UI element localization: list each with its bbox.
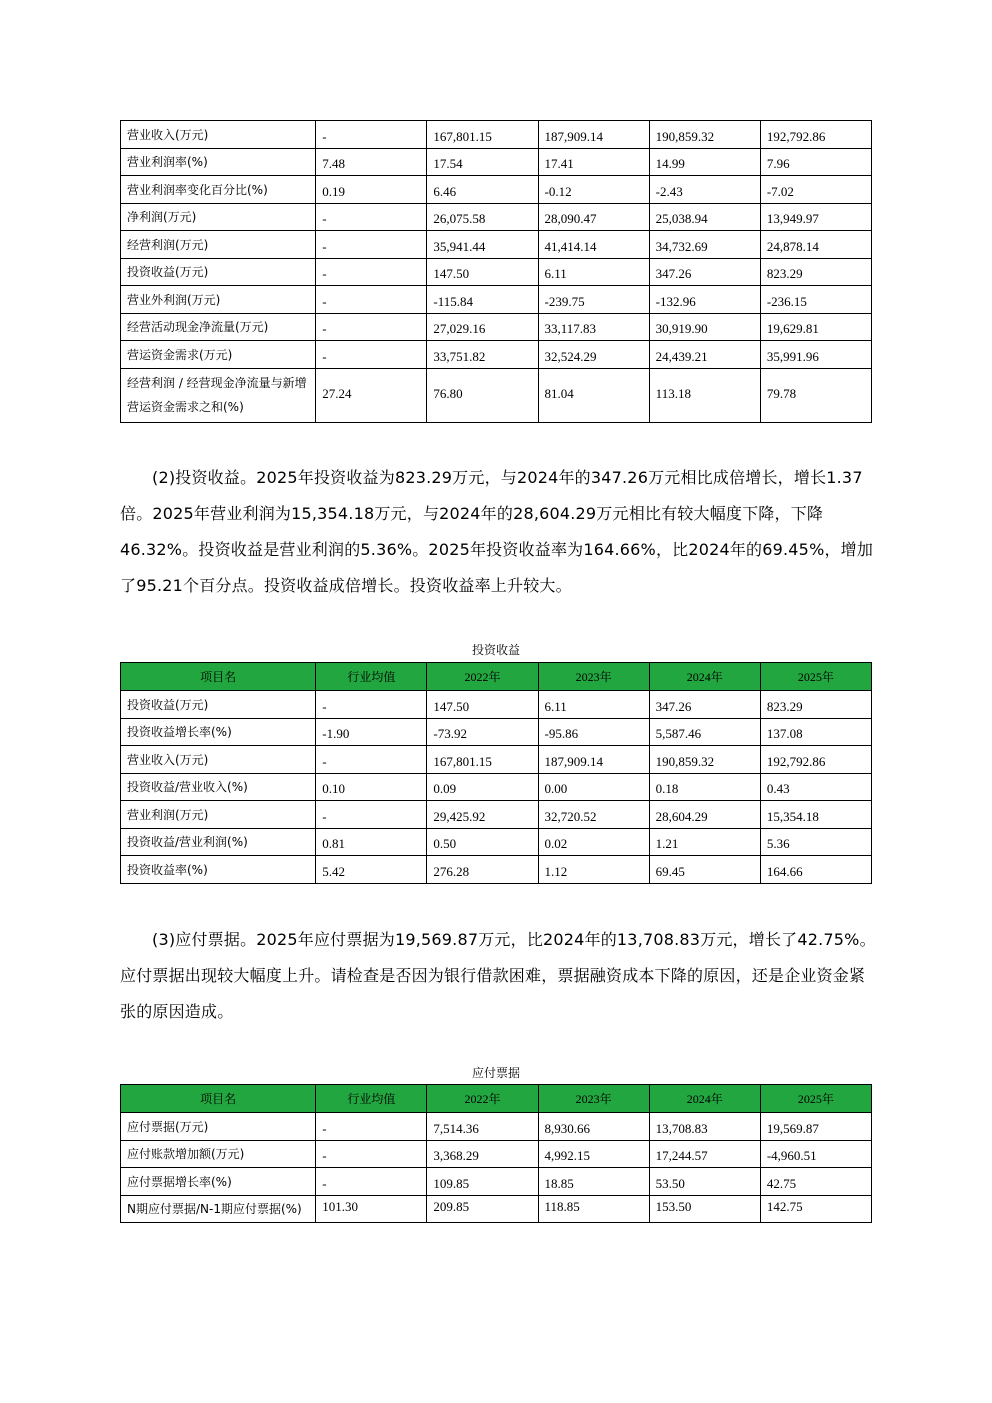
cell-value: 13,708.83	[649, 1113, 760, 1141]
table-row	[121, 368, 872, 422]
table-row	[121, 746, 872, 774]
table-row	[121, 231, 872, 259]
cell-value: 0.10	[316, 773, 427, 801]
cell-value: 34,732.69	[649, 231, 760, 259]
cell-value: 28,090.47	[538, 203, 649, 231]
cell-value: 347.26	[649, 691, 760, 719]
cell-value: -7.02	[760, 176, 871, 204]
row-label: 投资收益/营业利润(%)	[121, 828, 316, 856]
cell-value: 32,720.52	[538, 801, 649, 829]
cell-value: 192,792.86	[760, 746, 871, 774]
cell-value: 0.50	[427, 828, 538, 856]
cell-value: 276.28	[427, 856, 538, 884]
cell-value: 25,038.94	[649, 203, 760, 231]
table-row	[121, 258, 872, 286]
cell-value: 13,949.97	[760, 203, 871, 231]
cell-value: 19,569.87	[760, 1113, 871, 1141]
row-label: 净利润(万元)	[121, 203, 316, 231]
column-header: 行业均值	[316, 1085, 427, 1113]
cell-value: 3,368.29	[427, 1140, 538, 1168]
cell-value: 187,909.14	[538, 746, 649, 774]
table2-header	[121, 663, 872, 691]
column-header: 2022年	[427, 1085, 538, 1113]
table2-body	[121, 691, 872, 884]
cell-value: 18.85	[538, 1168, 649, 1196]
cell-value: 5.36	[760, 828, 871, 856]
notes-payable-paragraph: (3)应付票据。2025年应付票据为19,569.87万元，比2024年的13,708.83万元，增长了42.75%。应付票据出现较大幅度上升。请检查是否因为银行借款困难，票据融资成本下降的原因，还是企业资金紧张的原因造成。	[120, 930, 876, 1021]
cell-value: 167,801.15	[427, 121, 538, 149]
cell-value: 167,801.15	[427, 746, 538, 774]
cell-value: -73.92	[427, 718, 538, 746]
column-header: 项目名	[121, 1085, 316, 1113]
column-header: 项目名	[121, 663, 316, 691]
cell-value: 33,117.83	[538, 313, 649, 341]
row-label: 营业利润率变化百分比(%)	[121, 176, 316, 204]
cell-value: 190,859.32	[649, 746, 760, 774]
cell-value: -	[316, 203, 427, 231]
cell-value: -	[316, 801, 427, 829]
cell-value: 4,992.15	[538, 1140, 649, 1168]
cell-value: 30,919.90	[649, 313, 760, 341]
cell-value: 17,244.57	[649, 1140, 760, 1168]
row-label: 投资收益(万元)	[121, 258, 316, 286]
table-row	[121, 801, 872, 829]
table-row	[121, 1140, 872, 1168]
table3-caption: 应付票据	[471, 1066, 520, 1080]
row-label: 经营活动现金净流量(万元)	[121, 313, 316, 341]
table-header-row	[121, 663, 872, 691]
table-row	[121, 828, 872, 856]
cell-value: 19,629.81	[760, 313, 871, 341]
row-label: 经营利润(万元)	[121, 231, 316, 259]
cell-value: 1.21	[649, 828, 760, 856]
cell-value: 0.81	[316, 828, 427, 856]
cell-value: -	[316, 286, 427, 314]
cell-value: -	[316, 341, 427, 369]
cell-value: 29,425.92	[427, 801, 538, 829]
cell-value: 7.96	[760, 148, 871, 176]
cell-value: -115.84	[427, 286, 538, 314]
cell-value: 28,604.29	[649, 801, 760, 829]
cell-value: -1.90	[316, 718, 427, 746]
cell-value: 6.46	[427, 176, 538, 204]
cell-value: -236.15	[760, 286, 871, 314]
column-header: 2023年	[538, 663, 649, 691]
cell-value: 118.85	[538, 1195, 649, 1223]
operating-profit-table	[120, 120, 872, 423]
cell-value: 823.29	[760, 691, 871, 719]
cell-value: 24,878.14	[760, 231, 871, 259]
row-label: 应付票据(万元)	[121, 1113, 316, 1141]
cell-value: 41,414.14	[538, 231, 649, 259]
row-label: 应付账款增加额(万元)	[121, 1140, 316, 1168]
cell-value: 113.18	[649, 368, 760, 422]
row-label: 经营利润 / 经营现金净流量与新增营运资金需求之和(%)	[121, 368, 316, 422]
cell-value: 53.50	[649, 1168, 760, 1196]
cell-value: 24,439.21	[649, 341, 760, 369]
cell-value: 8,930.66	[538, 1113, 649, 1141]
cell-value: 5.42	[316, 856, 427, 884]
cell-value: 190,859.32	[649, 121, 760, 149]
cell-value: 76.80	[427, 368, 538, 422]
cell-value: -95.86	[538, 718, 649, 746]
cell-value: 137.08	[760, 718, 871, 746]
cell-value: 209.85	[427, 1195, 538, 1223]
cell-value: 7.48	[316, 148, 427, 176]
table-row	[121, 121, 872, 149]
cell-value: 42.75	[760, 1168, 871, 1196]
cell-value: 153.50	[649, 1195, 760, 1223]
cell-value: 32,524.29	[538, 341, 649, 369]
table-row	[121, 856, 872, 884]
cell-value: 142.75	[760, 1195, 871, 1223]
cell-value: -	[316, 691, 427, 719]
column-header: 2024年	[649, 1085, 760, 1113]
cell-value: 17.41	[538, 148, 649, 176]
cell-value: 1.12	[538, 856, 649, 884]
cell-value: 35,941.44	[427, 231, 538, 259]
row-label: N期应付票据/N-1期应付票据(%)	[121, 1195, 316, 1223]
cell-value: 109.85	[427, 1168, 538, 1196]
cell-value: -4,960.51	[760, 1140, 871, 1168]
cell-value: -2.43	[649, 176, 760, 204]
table-row	[121, 148, 872, 176]
notes-payable-table	[120, 1084, 872, 1223]
cell-value: 147.50	[427, 691, 538, 719]
row-label: 投资收益/营业收入(%)	[121, 773, 316, 801]
cell-value: 7,514.36	[427, 1113, 538, 1141]
column-header: 行业均值	[316, 663, 427, 691]
cell-value: 192,792.86	[760, 121, 871, 149]
table3-header	[121, 1085, 872, 1113]
table-row	[121, 313, 872, 341]
cell-value: -	[316, 313, 427, 341]
cell-value: 69.45	[649, 856, 760, 884]
cell-value: -	[316, 1168, 427, 1196]
cell-value: 347.26	[649, 258, 760, 286]
table-row	[121, 718, 872, 746]
cell-value: 0.19	[316, 176, 427, 204]
row-label: 应付票据增长率(%)	[121, 1168, 316, 1196]
table2-caption: 投资收益	[471, 643, 520, 657]
row-label: 营业利润(万元)	[121, 801, 316, 829]
table-row	[121, 286, 872, 314]
cell-value: 0.02	[538, 828, 649, 856]
row-label: 营业收入(万元)	[121, 746, 316, 774]
cell-value: 164.66	[760, 856, 871, 884]
cell-value: 187,909.14	[538, 121, 649, 149]
cell-value: -	[316, 258, 427, 286]
column-header: 2025年	[760, 1085, 871, 1113]
row-label: 营业外利润(万元)	[121, 286, 316, 314]
cell-value: 0.00	[538, 773, 649, 801]
cell-value: 27,029.16	[427, 313, 538, 341]
table3-body	[121, 1113, 872, 1223]
cell-value: 6.11	[538, 258, 649, 286]
row-label: 投资收益率(%)	[121, 856, 316, 884]
table1-body	[121, 121, 872, 423]
cell-value: 147.50	[427, 258, 538, 286]
table-row	[121, 203, 872, 231]
table-row	[121, 1113, 872, 1141]
cell-value: -	[316, 1113, 427, 1141]
cell-value: 33,751.82	[427, 341, 538, 369]
row-label: 营业利润率(%)	[121, 148, 316, 176]
cell-value: 14.99	[649, 148, 760, 176]
table-row	[121, 176, 872, 204]
cell-value: 27.24	[316, 368, 427, 422]
column-header: 2025年	[760, 663, 871, 691]
cell-value: -	[316, 746, 427, 774]
investment-income-paragraph: (2)投资收益。2025年投资收益为823.29万元，与2024年的347.26万元相比成倍增长，增长1.37倍。2025年营业利润为15,354.18万元，与2024年的28,604.29万元相比有较大幅度下降，下降46.32%。投资收益是营业利润的5.36%。2025年投资收益率为164.66%，比2024年的69.45%，增加了95.21个百分点。投资收益成倍增长。投资收益率上升较大。	[120, 468, 874, 595]
table-row	[121, 1168, 872, 1196]
table-header-row	[121, 1085, 872, 1113]
cell-value: 0.09	[427, 773, 538, 801]
cell-value: -	[316, 231, 427, 259]
cell-value: 26,075.58	[427, 203, 538, 231]
cell-value: -239.75	[538, 286, 649, 314]
table-row	[121, 341, 872, 369]
cell-value: 35,991.96	[760, 341, 871, 369]
cell-value: -132.96	[649, 286, 760, 314]
cell-value: 0.18	[649, 773, 760, 801]
row-label: 投资收益增长率(%)	[121, 718, 316, 746]
table-row	[121, 773, 872, 801]
row-label: 投资收益(万元)	[121, 691, 316, 719]
cell-value: 101.30	[316, 1195, 427, 1223]
cell-value: 5,587.46	[649, 718, 760, 746]
table-row	[121, 1195, 872, 1223]
investment-income-table	[120, 662, 872, 884]
cell-value: 81.04	[538, 368, 649, 422]
cell-value: 17.54	[427, 148, 538, 176]
cell-value: 0.43	[760, 773, 871, 801]
column-header: 2024年	[649, 663, 760, 691]
cell-value: -	[316, 121, 427, 149]
cell-value: -0.12	[538, 176, 649, 204]
cell-value: 823.29	[760, 258, 871, 286]
row-label: 营业收入(万元)	[121, 121, 316, 149]
cell-value: 6.11	[538, 691, 649, 719]
column-header: 2023年	[538, 1085, 649, 1113]
table-row	[121, 691, 872, 719]
cell-value: 79.78	[760, 368, 871, 422]
cell-value: -	[316, 1140, 427, 1168]
column-header: 2022年	[427, 663, 538, 691]
row-label: 营运资金需求(万元)	[121, 341, 316, 369]
cell-value: 15,354.18	[760, 801, 871, 829]
